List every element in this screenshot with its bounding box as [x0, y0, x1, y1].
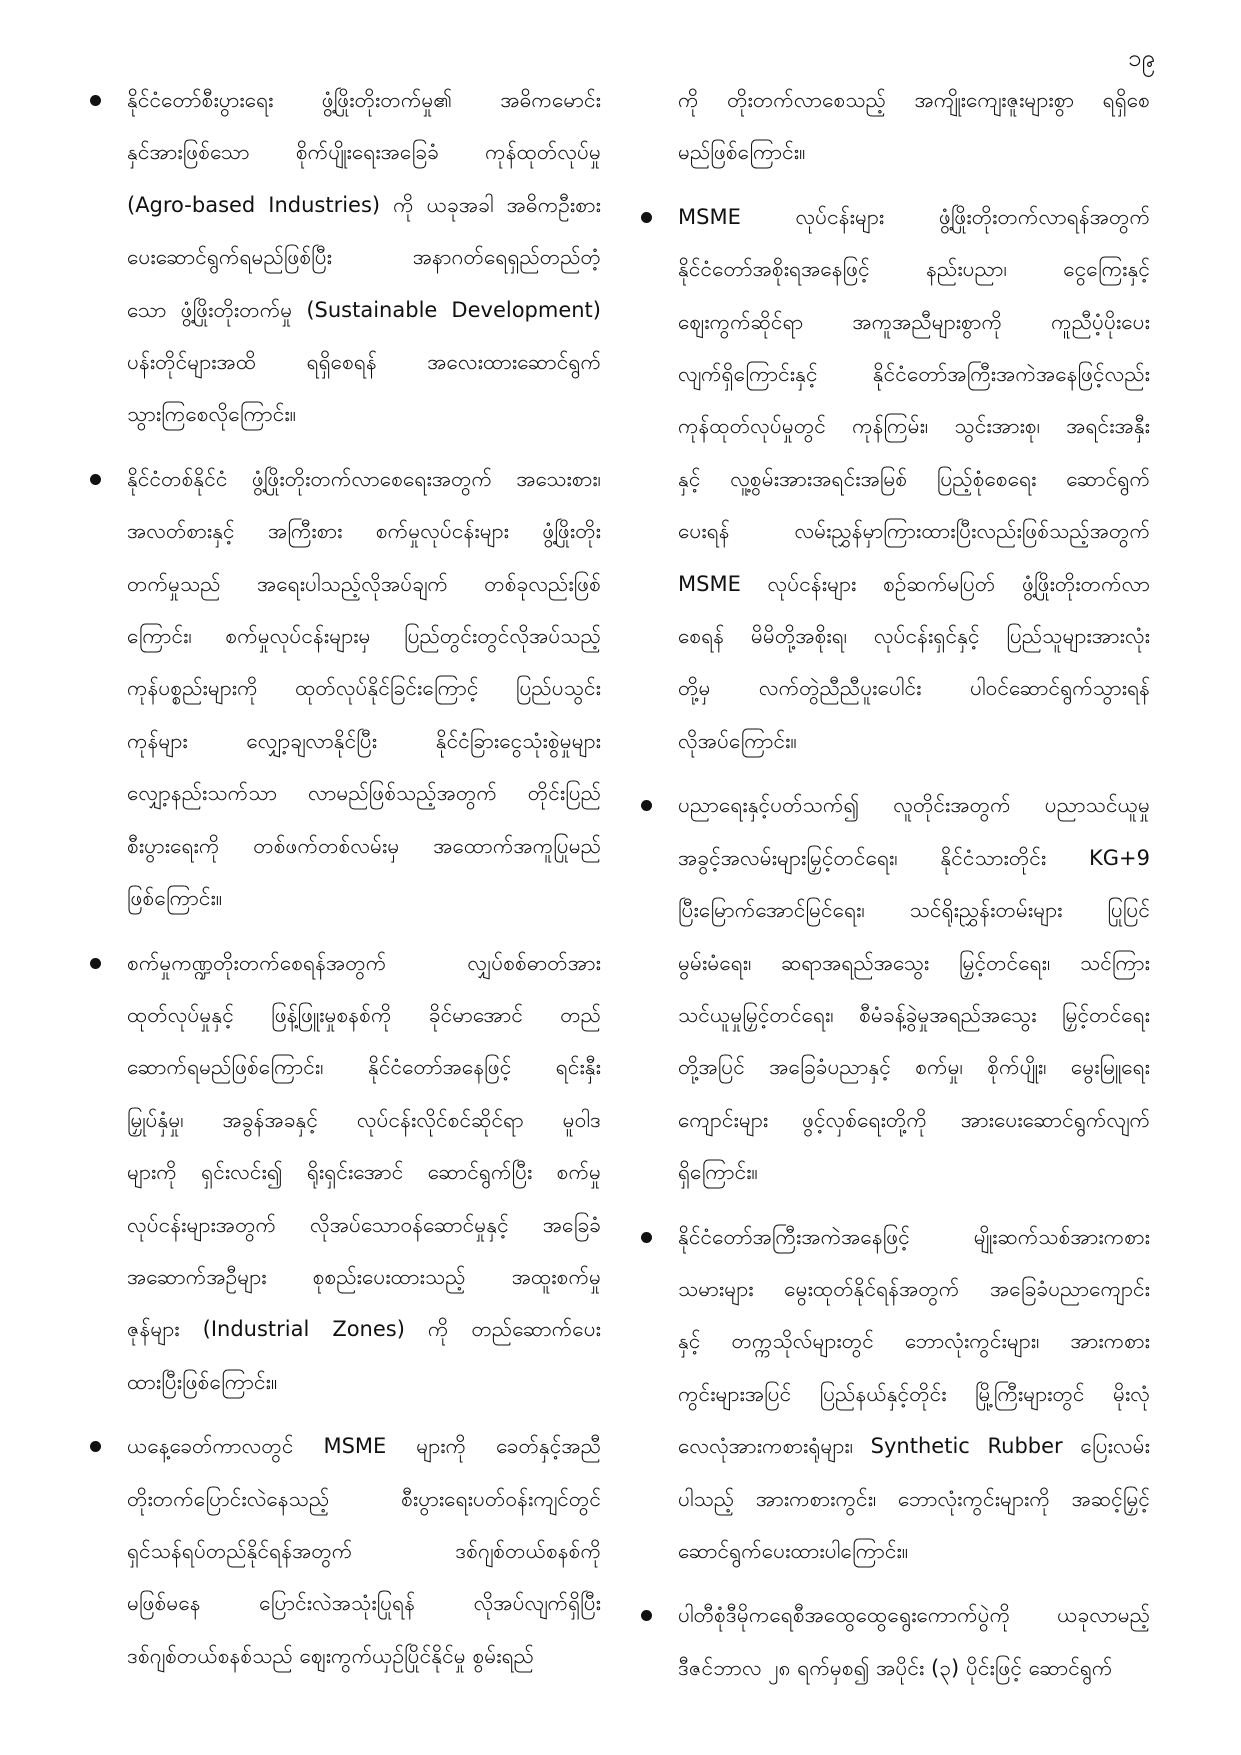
- right-column: [641, 74, 1150, 1706]
- text-line: အခွင့်အလမ်းများမြှင့်တင်ရေး၊ နိုင်ငံသားတိုင်း KG+9: [678, 845, 1150, 870]
- bullet-icon: [90, 95, 101, 106]
- text-line: စီးပွားရေးကို တစ်ဖက်တစ်လမ်းမှ အထောက်အကူပြုမည်: [127, 833, 601, 858]
- bullet-icon: [641, 1610, 652, 1621]
- text-line: နိုင်ငံတော်အစိုးရအနေဖြင့် နည်းပညာ၊ ငွေကြေးနှင့်: [678, 257, 1150, 282]
- text-line: ရှိကြောင်း။: [678, 1160, 758, 1185]
- text-line: ဒစ်ဂျစ်တယ်စနစ်သည် ဈေးကွက်ယှဉ်ပြိုင်နိုင်မှု စွမ်းရည်: [127, 1643, 534, 1668]
- text-line: စေရန် မိမိတို့အစိုးရ၊ လုပ်ငန်းရှင်နှင့် ပြည်သူများအားလုံး: [678, 624, 1150, 649]
- bullet-paragraph: [90, 74, 601, 441]
- text-line: မြှုပ်နှံမှု၊ အခွန်အခနှင့် လုပ်ငန်းလိုင်စင်ဆိုင်ရာ မူဝါဒ: [127, 1107, 601, 1132]
- text-line: တို့မှ လက်တွဲညီညီပူးပေါင်း ပါဝင်ဆောင်ရွက်သွားရန်: [678, 676, 1150, 701]
- text-line: မွမ်းမံရေး၊ ဆရာအရည်အသွေး မြှင့်တင်ရေး၊ သင်ကြား: [678, 950, 1150, 975]
- bullet-icon: [641, 1232, 652, 1243]
- text-line: ပေးရန် လမ်းညွှန်မှာကြားထားပြီးလည်းဖြစ်သည့်အတွက်: [678, 519, 1150, 544]
- text-line: ထုတ်လုပ်မှုနှင့် ဖြန့်ဖြူးမှုစနစ်ကို ခိုင်မာအောင် တည်: [127, 1002, 601, 1027]
- text-line: ကြောင်း၊ စက်မှုလုပ်ငန်းများမှ ပြည်တွင်းတွင်လိုအပ်သည့်: [127, 624, 601, 649]
- text-line: ထားပြီးဖြစ်ကြောင်း။: [127, 1369, 278, 1394]
- text-line: လုပ်ငန်းများအတွက် လိုအပ်သောဝန်ဆောင်မှုနှင့် အခြေခံ: [127, 1212, 601, 1237]
- continued-paragraph: [641, 74, 1150, 179]
- text-line: MSME လုပ်ငန်းများ စဉ်ဆက်မပြတ် ဖွံ့ဖြိုးတိုးတက်လာ: [678, 571, 1150, 596]
- text-line: ရှင်သန်ရပ်တည်နိုင်ရန်အတွက် ဒစ်ဂျစ်တယ်စနစ်ကို: [127, 1538, 601, 1563]
- bullet-icon: [641, 212, 652, 223]
- left-column: [90, 74, 601, 1694]
- text-line: နိုင်ငံတော်အကြီးအကဲအနေဖြင့် မျိုးဆက်သစ်အားကစား: [678, 1224, 1150, 1249]
- text-line: မဖြစ်မနေ ပြောင်းလဲအသုံးပြုရန် လိုအပ်လျက်ရှိပြီး: [127, 1591, 601, 1616]
- text-line: ဈေးကွက်ဆိုင်ရာ အကူအညီများစွာကို ကူညီပံ့ပိုးပေး: [678, 309, 1150, 334]
- bullet-paragraph: [90, 453, 601, 925]
- text-line: လိုအပ်ကြောင်း။: [678, 728, 797, 753]
- text-line: (Agro-based Industries) ကို ယခုအခါ အဓိကဦးစား: [127, 192, 601, 217]
- bullet-icon: [641, 800, 652, 811]
- text-line: မည်ဖြစ်ကြောင်း။: [678, 140, 806, 165]
- bullet-icon: [90, 958, 101, 969]
- text-line: စက်မှုကဏ္ဍတိုးတက်စေရန်အတွက် လျှပ်စစ်ဓာတ်အား: [127, 950, 601, 975]
- text-line: ဒီဇင်ဘာလ ၂၈ ရက်မှစ၍ အပိုင်း (၃) ပိုင်းဖြင့် ဆောင်ရွက်: [678, 1655, 1113, 1680]
- text-line: တိုးတက်ပြောင်းလဲနေသည့် စီးပွားရေးပတ်ဝန်းကျင်တွင်: [127, 1486, 601, 1511]
- text-line: ပေးဆောင်ရွက်ရမည်ဖြစ်ပြီး အနာဂတ်ရေရှည်တည်တံ့: [127, 245, 601, 270]
- text-line: ကွင်းများအပြင် ပြည်နယ်နှင့်တိုင်း မြို့ကြီးများတွင် မိုးလုံ: [678, 1381, 1150, 1406]
- bullet-paragraph: [90, 1420, 601, 1682]
- bullet-paragraph: [90, 937, 601, 1409]
- text-line: သော ဖွံ့ဖြိုးတိုးတက်မှု (Sustainable Development): [127, 297, 601, 322]
- text-line: အဆောက်အဦများ စုစည်းပေးထားသည့် အထူးစက်မှု: [127, 1264, 601, 1289]
- bullet-paragraph: [641, 1211, 1150, 1578]
- text-line: သွားကြစေလိုကြောင်း။: [127, 402, 297, 427]
- text-line: ကုန်ထုတ်လုပ်မှုတွင် ကုန်ကြမ်း၊ သွင်းအားစု၊ အရင်းအနှီး: [678, 414, 1150, 439]
- text-line: တက်မှုသည် အရေးပါသည့်လိုအပ်ချက် တစ်ခုလည်းဖြစ်: [127, 571, 601, 596]
- text-line: MSME လုပ်ငန်းများ ဖွံ့ဖြိုးတိုးတက်လာရန်အတွက်: [678, 204, 1150, 229]
- text-line: ဖြစ်ကြောင်း။: [127, 886, 223, 911]
- text-line: နိုင်ငံတစ်နိုင်ငံ ဖွံ့ဖြိုးတိုးတက်လာစေရေးအတွက် အသေးစား၊: [127, 466, 601, 491]
- text-line: ကုန်များ လျှော့ချလာနိုင်ပြီး နိုင်ငံခြားငွေသုံးစွဲမှုများ: [127, 728, 601, 753]
- text-line: သမားများ မွေးထုတ်နိုင်ရန်အတွက် အခြေခံပညာကျောင်း: [678, 1276, 1150, 1301]
- text-line: ကို တိုးတက်လာစေသည့် အကျိုးကျေးဇူးများစွာ ရရှိစေ: [678, 88, 1150, 112]
- text-line: ပါသည့် အားကစားကွင်း၊ ဘောလုံးကွင်းများကို အဆင့်မြှင့်: [678, 1486, 1150, 1511]
- text-line: ပါတီစုံဒီမိုကရေစီအထွေထွေရွေးကောက်ပွဲကို ယခုလာမည့်: [678, 1603, 1150, 1628]
- text-line: ယနေ့ခေတ်ကာလတွင် MSME များကို ခေတ်နှင့်အညီ: [127, 1434, 601, 1459]
- text-line: ကုန်ပစ္စည်းများကို ထုတ်လုပ်နိုင်ခြင်းကြောင့် ပြည်ပသွင်း: [127, 676, 601, 701]
- text-line: ဆောင်ရွက်ပေးထားပါကြောင်း။: [678, 1538, 909, 1563]
- text-line: လျှော့နည်းသက်သာ လာမည်ဖြစ်သည့်အတွက် တိုင်းပြည်: [127, 781, 601, 806]
- bullet-icon: [90, 474, 101, 485]
- bullet-paragraph: [641, 1589, 1150, 1694]
- text-line: နှင့် လူ့စွမ်းအားအရင်းအမြစ် ပြည့်စုံစေရေး ဆောင်ရွက်: [678, 466, 1150, 491]
- text-line: လျက်ရှိကြောင်းနှင့် နိုင်ငံတော်အကြီးအကဲအနေဖြင့်လည်း: [678, 362, 1150, 387]
- page-number: ၁၉: [1128, 44, 1155, 72]
- text-line: နိုင်ငံတော်စီးပွားရေး ဖွံ့ဖြိုးတိုးတက်မှု၏ အဓိကမောင်း: [127, 88, 601, 112]
- text-line: ကျောင်းများ ဖွင့်လှစ်ရေးတို့ကို အားပေးဆောင်ရွက်လျက်: [678, 1107, 1150, 1132]
- text-line: ဆောက်ရမည်ဖြစ်ကြောင်း၊ နိုင်ငံတော်အနေဖြင့် ရင်းနှီး: [127, 1055, 601, 1080]
- text-line: နှင့် တက္ကသိုလ်များတွင် ဘောလုံးကွင်းများ၊ အားကစား: [678, 1329, 1150, 1354]
- text-line: ပန်းတိုင်များအထိ ရရှိစေရန် အလေးထားဆောင်ရွက်: [127, 350, 601, 375]
- text-line: အလတ်စားနှင့် အကြီးစား စက်မှုလုပ်ငန်းများ ဖွံ့ဖြိုးတိုး: [127, 519, 601, 544]
- text-line: ပြီးမြောက်အောင်မြင်ရေး၊ သင်ရိုးညွှန်းတမ်းများ ပြုပြင်: [678, 898, 1150, 923]
- text-line: နှင်အားဖြစ်သော စိုက်ပျိုးရေးအခြေခံ ကုန်ထုတ်လုပ်မှု: [127, 140, 601, 165]
- text-line: များကို ရှင်းလင်း၍ ရိုးရှင်းအောင် ဆောင်ရွက်ပြီး စက်မှု: [127, 1160, 601, 1185]
- text-line: တို့အပြင် အခြေခံပညာနှင့် စက်မှု၊ စိုက်ပျိုး၊ မွေးမြူရေး: [678, 1055, 1150, 1080]
- text-line: ပညာရေးနှင့်ပတ်သက်၍ လူတိုင်းအတွက် ပညာသင်ယူမှု: [678, 793, 1150, 818]
- text-line: သင်ယူမှုမြှင့်တင်ရေး၊ စီမံခန့်ခွဲမှုအရည်အသွေး မြှင့်တင်ရေး: [678, 1002, 1150, 1027]
- text-line: လေလုံအားကစားရုံများ၊ Synthetic Rubber ပြေးလမ်း: [678, 1434, 1150, 1459]
- text-line: ဇုန်များ (Industrial Zones) ကို တည်ဆောက်ပေး: [127, 1317, 601, 1342]
- bullet-icon: [90, 1441, 101, 1452]
- bullet-paragraph: [641, 191, 1150, 767]
- bullet-paragraph: [641, 779, 1150, 1198]
